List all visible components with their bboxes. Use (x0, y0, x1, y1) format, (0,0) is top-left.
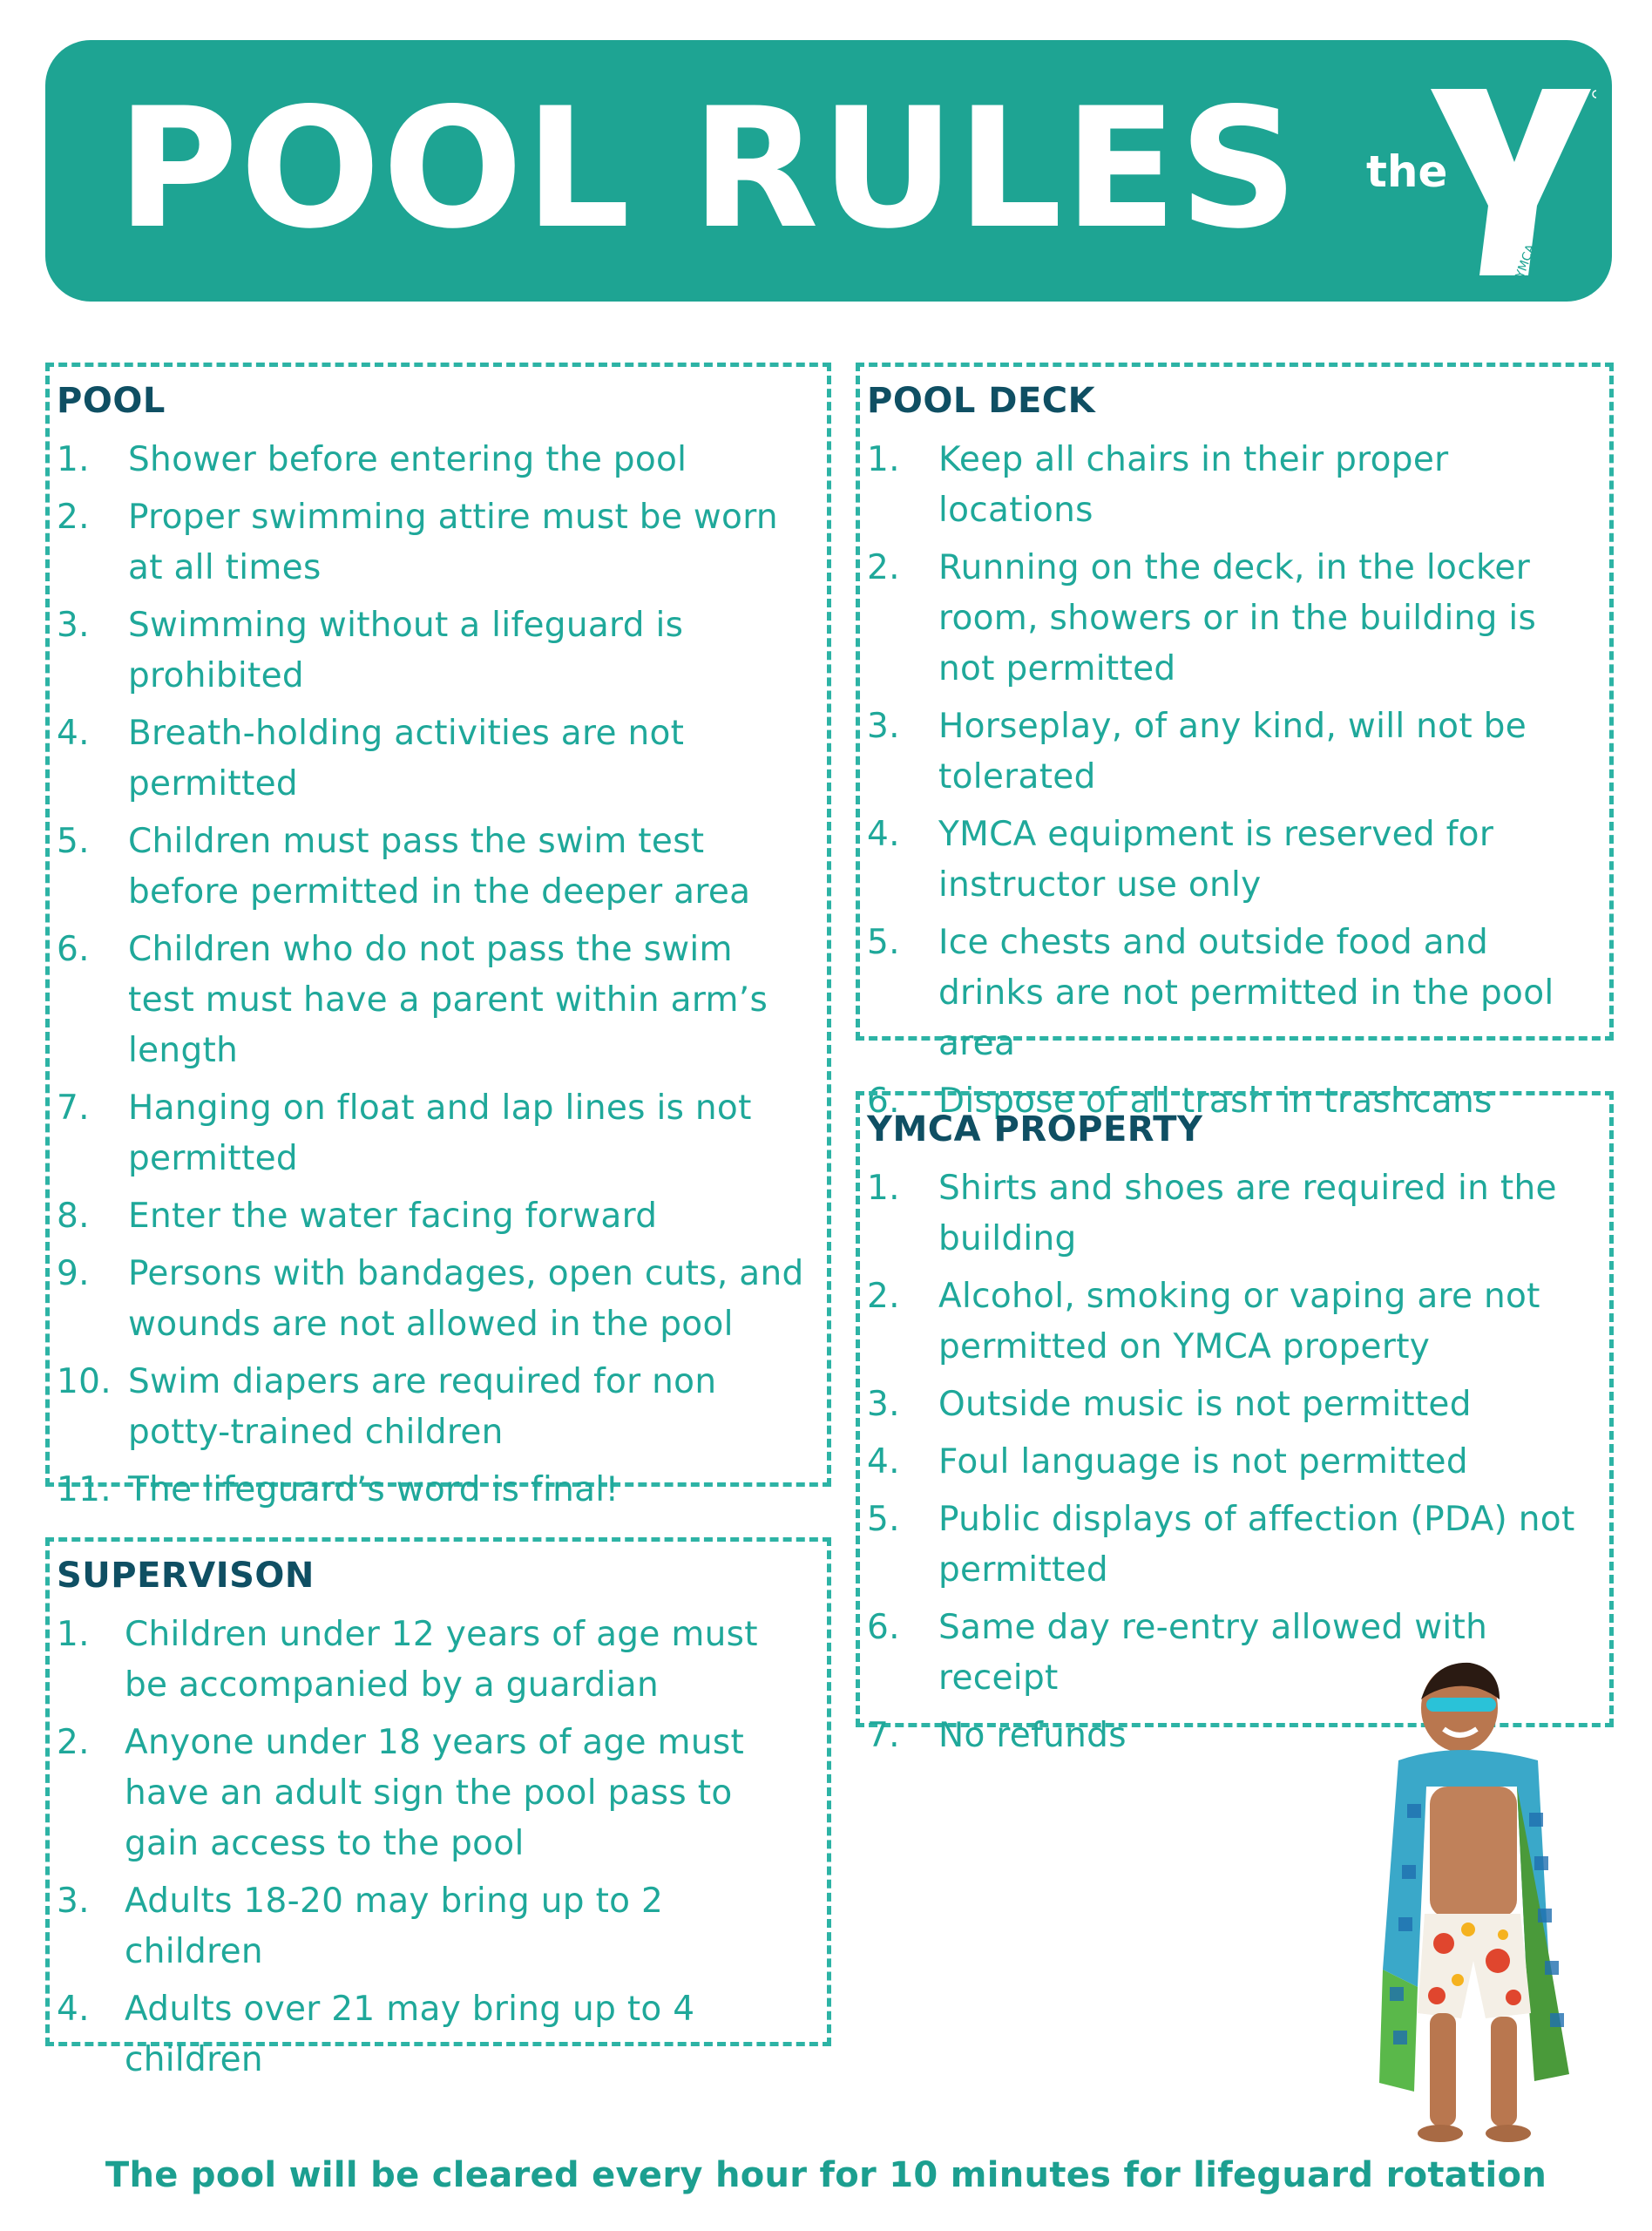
rule-item: 4. Adults over 21 may bring up to 4 children (57, 1990, 695, 2079)
rule-list (57, 1610, 809, 2085)
rule-item: 9. Persons with bandages, open cuts, and wounds are not allowed in the pool (57, 1254, 804, 1344)
rule-item: 2. Alcohol, smoking or vaping are not permitted on YMCA property (867, 1277, 1540, 1366)
rule-item: 3. Horseplay, of any kind, will not be tolerated (867, 707, 1527, 797)
rule-item: 6. Dispose of all trash in trashcans (867, 1082, 1493, 1121)
section-title: POOL (57, 381, 166, 421)
rule-item: 2. Anyone under 18 years of age must have an adult sign the pool pass to gain access to the pool (57, 1723, 745, 1863)
rule-item: 6. Children who do not pass the swim test must have a parent within arm’s length (57, 930, 768, 1070)
section-title: SUPERVISON (57, 1556, 315, 1596)
section-supervision (45, 1537, 831, 2079)
rule-item: 7. Hanging on float and lap lines is not permitted (57, 1088, 752, 1178)
section-title: YMCA PROPERTY (867, 1109, 1203, 1149)
rule-item: 10. Swim diapers are required for non potty-trained children (57, 1362, 717, 1452)
rule-item: 1. Shower before entering the pool (57, 440, 687, 479)
section-ymca-property (856, 1091, 1614, 1755)
rule-list (57, 435, 809, 1516)
rule-item: 1. Shirts and shoes are required in the building (867, 1169, 1557, 1258)
rule-item: 7. No refunds (867, 1716, 1127, 1755)
rule-item: 8. Enter the water facing forward (57, 1197, 658, 1236)
boy-with-towel-image (1364, 1656, 1599, 2144)
rule-item: 3. Swimming without a lifeguard is prohibited (57, 606, 684, 695)
rule-item: 2. Proper swimming attire must be worn at all times (57, 498, 778, 587)
footer-note: The pool will be cleared every hour for 10 minutes for lifeguard rotation (105, 2155, 1547, 2195)
rule-item: 2. Running on the deck, in the locker room, showers or in the building is not permitted (867, 548, 1537, 688)
rule-item: 4. Foul language is not permitted (867, 1442, 1468, 1482)
rule-item: 5. Ice chests and outside food and drinks are not permitted in the pool area (867, 923, 1554, 1063)
svg-text:the: the (1366, 146, 1448, 197)
rule-item: 3. Adults 18-20 may bring up to 2 children (57, 1882, 664, 1971)
rule-list (867, 435, 1592, 1127)
section-pool (45, 363, 831, 1509)
rule-item: 4. YMCA equipment is reserved for instructor use only (867, 815, 1494, 905)
svg-text:YMCA: YMCA (1513, 242, 1539, 281)
page-title: POOL RULES (117, 72, 1300, 265)
ymca-logo (1309, 77, 1596, 286)
section-title: POOL DECK (867, 381, 1096, 421)
rule-item: 11. The lifeguard’s word is final! (57, 1470, 620, 1509)
rule-item: 6. Same day re-entry allowed with receipt (867, 1608, 1488, 1698)
rule-item: 1. Keep all chairs in their proper locations (867, 440, 1449, 530)
rule-item: 1. Children under 12 years of age must be accompanied by a guardian (57, 1615, 758, 1705)
rule-item: 5. Children must pass the swim test before permitted in the deeper area (57, 822, 751, 912)
header-banner (45, 40, 1612, 302)
rule-item: 3. Outside music is not permitted (867, 1385, 1472, 1424)
section-pool-deck (856, 363, 1614, 1121)
rule-item: 5. Public displays of affection (PDA) not permitted (867, 1500, 1575, 1590)
rule-item: 4. Breath-holding activities are not permitted (57, 714, 685, 804)
